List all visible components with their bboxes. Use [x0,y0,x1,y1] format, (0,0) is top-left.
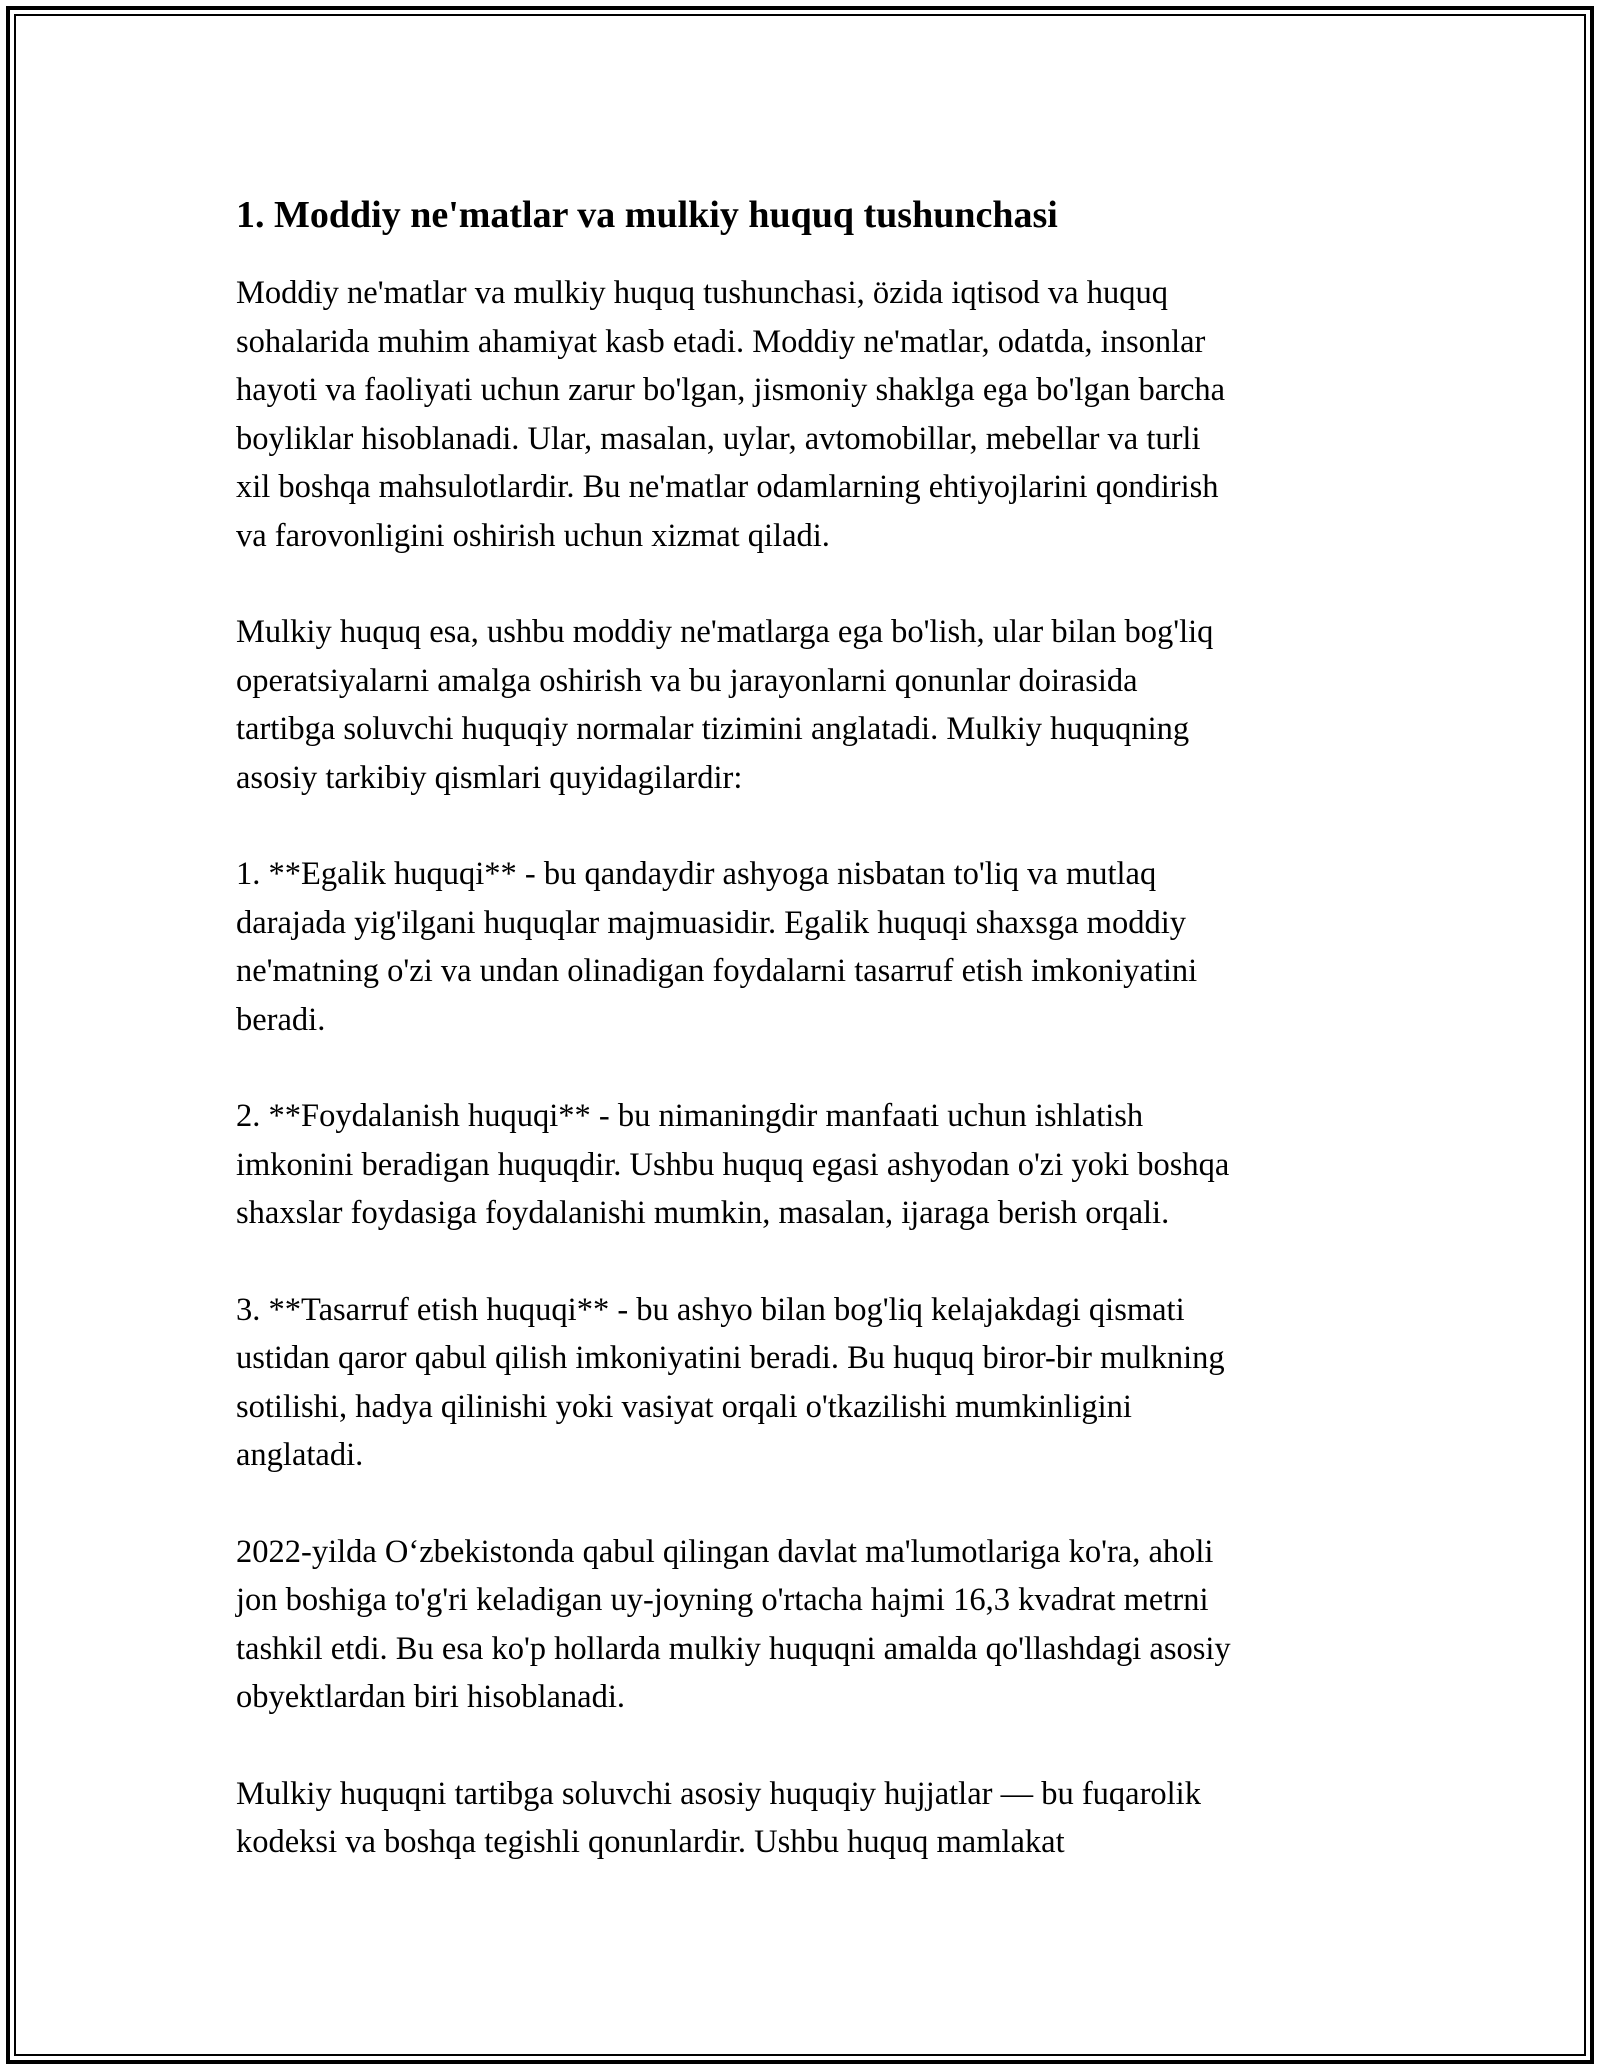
list-item-ownership-right: 1. **Egalik huquqi** - bu qandaydir ashyoga nisbatan to'liq va mutlaq darajada yig'ilgani huquqlar majmuasidir. Egalik huquqi shaxsga moddiy ne'matning o'zi va undan olinadigan foydalarni tasarruf etish imkoniyatini beradi. [236,856,1198,1038]
document-body [236,185,1376,1867]
paragraph-intro: Moddiy ne'matlar va mulkiy huquq tushunchasi, özida iqtisod va huquq sohalarida muhim ahamiyat kasb etadi. Moddiy ne'matlar, odatda, insonlar hayoti va faoliyati uchun zarur bo'lgan, jismoniy shaklga ega bo'lgan barcha boyliklar hisoblanadi. Ular, masalan, uylar, avtomobillar, mebellar va turli xil boshqa mahsulotlardir. Bu ne'matlar odamlarning ehtiyojlarini qondirish va farovonligini oshirish uchun xizmat qiladi. [236,275,1226,554]
paragraph-statistics: 2022-yilda O‘zbekistonda qabul qilingan davlat ma'lumotlariga ko'ra, aholi jon boshiga to'g'ri keladigan uy-joyning o'rtacha hajmi 16,3 kvadrat metrni tashkil etdi. Bu esa ko'p hollarda mulkiy huquqni amalda qo'llashdagi asosiy obyektlardan biri hisoblanadi. [236,1533,1231,1715]
list-item-use-right: 2. **Foydalanish huquqi** - bu nimaningdir manfaati uchun ishlatish imkonini beradigan huquqdir. Ushbu huquq egasi ashyodan o'zi yoki boshqa shaxslar foydasiga foydalanishi mumkin, masalan, ijaraga berish orqali. [236,1098,1230,1231]
list-item-disposal-right: 3. **Tasarruf etish huquqi** - bu ashyo bilan bog'liq kelajakdagi qismati ustidan qaror qabul qilish imkoniyatini beradi. Bu huquq biror-bir mulkning sotilishi, hadya qilinishi yoki vasiyat orqali o'tkazilishi mumkinligini anglatadi. [236,1291,1225,1473]
paragraph-property-rights: Mulkiy huquq esa, ushbu moddiy ne'matlarga ega bo'lish, ular bilan bog'liq operatsiyalarni amalga oshirish va bu jarayonlarni qonunlar doirasida tartibga soluvchi huquqiy normalar tizimini anglatadi. Mulkiy huquqning asosiy tarkibiy qismlari quyidagilardir: [236,614,1214,796]
paragraph-legal-documents: Mulkiy huquqni tartibga soluvchi asosiy huquqiy hujjatlar — bu fuqarolik kodeksi va boshqa tegishli qonunlardir. Ushbu huquq mamlakat [236,1775,1201,1860]
section-heading: 1. Moddiy ne'matlar va mulkiy huquq tushunchasi [236,194,1058,236]
